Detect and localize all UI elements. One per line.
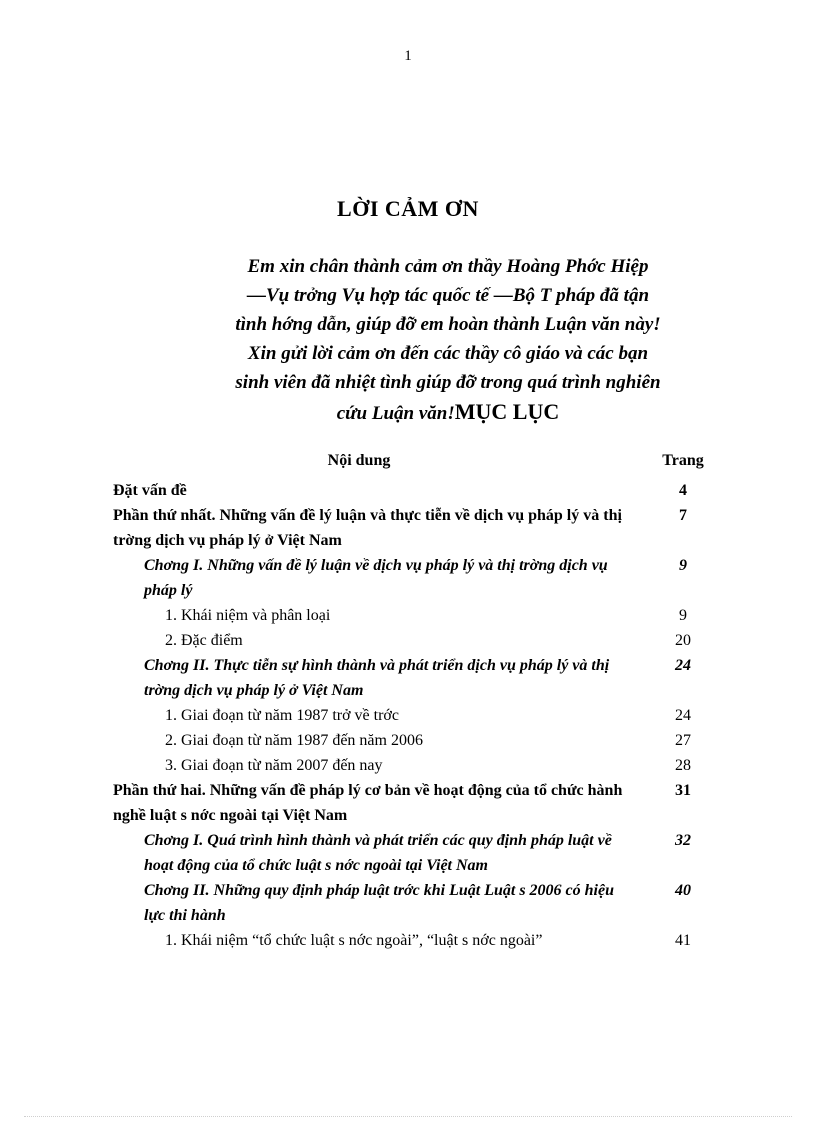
toc-header-page: Trang — [662, 452, 704, 469]
toc-entry-page: 27 — [675, 732, 691, 749]
toc-entry-page: 40 — [675, 882, 691, 899]
toc-entry-item — [113, 928, 713, 953]
toc-entry-part — [113, 478, 713, 503]
toc-entry-text: Chơng II. Những quy định pháp luật trớc khi Luật Luật s 2006 có hiệu lực thi hành — [144, 882, 614, 924]
table-of-contents — [113, 452, 713, 953]
toc-entry-text: Chơng I. Những vấn đề lý luận về dịch vụ pháp lý và thị trờng dịch vụ pháp lý — [144, 557, 608, 599]
toc-header — [113, 452, 713, 478]
toc-entry-text: Đặt vấn đề — [113, 482, 187, 499]
toc-entry-page: 24 — [675, 707, 691, 724]
toc-entry-page: 4 — [679, 482, 687, 499]
toc-rows — [113, 478, 713, 953]
toc-entry-part — [113, 778, 713, 828]
toc-entry-item — [113, 628, 713, 653]
toc-entry-text: 2. Giai đoạn từ năm 1987 đến năm 2006 — [165, 732, 423, 749]
toc-entry-text: 3. Giai đoạn từ năm 2007 đến nay — [165, 757, 383, 774]
toc-entry-item — [113, 753, 713, 778]
toc-entry-page: 28 — [675, 757, 691, 774]
toc-entry-page: 7 — [679, 507, 687, 524]
toc-entry-page: 9 — [679, 607, 687, 624]
page-number: 1 — [404, 48, 412, 64]
ack-line: Xin gửi lời cảm ơn đến các thầy cô giáo và các bạn — [247, 343, 649, 364]
toc-entry-chapter — [113, 828, 713, 878]
toc-entry-item — [113, 603, 713, 628]
toc-entry-page: 24 — [675, 657, 691, 674]
ack-line: —Vụ trởng Vụ hợp tác quốc tế —Bộ T pháp đã tận — [246, 285, 650, 306]
toc-entry-part — [113, 503, 713, 553]
toc-entry-text: 2. Đặc điểm — [165, 632, 243, 649]
toc-entry-item — [113, 728, 713, 753]
toc-entry-text: Chơng I. Quá trình hình thành và phát triển các quy định pháp luật về hoạt động của tổ chức luật s nớc ngoài tại Việt Nam — [144, 832, 612, 874]
toc-entry-text: 1. Khái niệm và phân loại — [165, 607, 331, 624]
toc-entry-text: Phần thứ hai. Những vấn đề pháp lý cơ bản về hoạt động của tổ chức hành nghề luật s nớc ngoài tại Việt Nam — [113, 782, 623, 824]
toc-entry-item — [113, 703, 713, 728]
toc-entry-chapter — [113, 653, 713, 703]
toc-entry-page: 20 — [675, 632, 691, 649]
page-bottom-divider — [24, 1116, 792, 1117]
acknowledgement-title: LỜI CẢM ƠN — [337, 196, 479, 221]
toc-entry-text: 1. Khái niệm “tổ chức luật s nớc ngoài”, “luật s nớc ngoài” — [165, 932, 543, 949]
ack-line: sinh viên đã nhiệt tình giúp đỡ trong quá trình nghiên — [235, 372, 661, 393]
toc-title: MỤC LỤC — [454, 399, 560, 424]
ack-line: tình hớng dẫn, giúp đỡ em hoàn thành Luận văn này! — [235, 314, 661, 335]
toc-entry-page: 32 — [675, 832, 691, 849]
toc-entry-page: 41 — [675, 932, 691, 949]
toc-header-content: Nội dung — [327, 452, 391, 469]
toc-entry-page: 31 — [675, 782, 691, 799]
toc-entry-page: 9 — [679, 557, 687, 574]
toc-entry-text: 1. Giai đoạn từ năm 1987 trở về trớc — [165, 707, 399, 724]
toc-entry-text: Chơng II. Thực tiễn sự hình thành và phát triển dịch vụ pháp lý và thị trờng dịch vụ pháp lý ở Việt Nam — [144, 657, 610, 699]
toc-entry-chapter — [113, 878, 713, 928]
toc-entry-chapter — [113, 553, 713, 603]
ack-line: Em xin chân thành cảm ơn thầy Hoàng Phớc Hiệp — [247, 256, 649, 277]
toc-entry-text: Phần thứ nhất. Những vấn đề lý luận và thực tiễn về dịch vụ pháp lý và thị trờng dịch vụ pháp lý ở Việt Nam — [113, 507, 622, 549]
ack-line-last — [178, 397, 718, 428]
acknowledgement-body — [178, 252, 718, 428]
ack-line-text: cứu Luận văn! — [336, 403, 455, 424]
